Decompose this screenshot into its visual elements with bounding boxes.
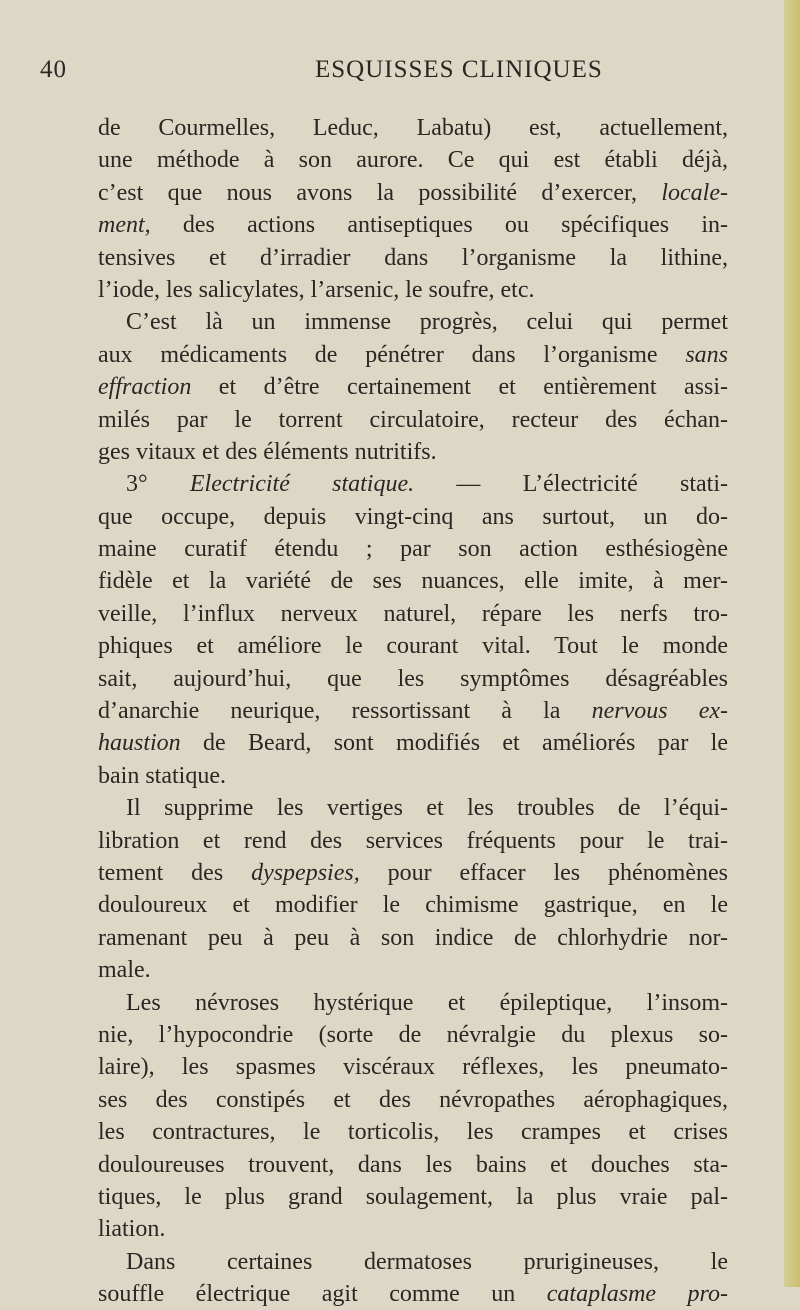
text-line — [98, 889, 728, 921]
italic-text-segment: effraction — [98, 374, 192, 401]
text-segment: milés par le torrent circulatoire, recteur des échan- — [98, 406, 728, 433]
page-number: 40 — [40, 56, 67, 83]
text-segment: laire), les spasmes viscéraux réflexes, les pneumato- — [98, 1054, 728, 1081]
italic-text-segment: Electricité statique. — [189, 471, 415, 498]
text-segment: tement des — [98, 859, 252, 886]
text-segment: libration et rend des services fréquents pour le trai- — [98, 827, 728, 854]
text-line — [98, 857, 728, 889]
italic-text-segment: sans — [685, 341, 728, 368]
text-line — [98, 598, 728, 630]
italic-text-segment: locale- — [661, 179, 728, 206]
text-line — [98, 533, 728, 565]
text-line — [98, 825, 728, 857]
text-line — [98, 1278, 728, 1310]
text-line — [98, 630, 728, 662]
text-segment: aux médicaments de pénétrer dans l’organisme — [98, 341, 686, 368]
italic-text-segment: ment, — [98, 212, 151, 239]
text-line — [98, 695, 728, 727]
italic-text-segment: cataplasme pro- — [546, 1281, 728, 1308]
text-line — [98, 1246, 728, 1278]
italic-text-segment: haustion — [98, 730, 181, 757]
text-segment: ses des constipés et des névropathes aérophagiques, — [98, 1086, 728, 1113]
text-segment: 3° — [126, 471, 190, 498]
text-line — [98, 209, 728, 241]
text-line — [98, 404, 728, 436]
text-line — [98, 242, 728, 274]
text-segment: douloureux et modifier le chimisme gastrique, en le — [98, 892, 728, 919]
text-segment: male. — [98, 957, 151, 984]
text-segment: C’est là un immense progrès, celui qui permet — [126, 309, 728, 336]
text-line — [98, 760, 728, 792]
text-line — [98, 954, 728, 986]
text-segment: — L’électricité stati- — [414, 471, 728, 498]
text-segment: liation. — [98, 1216, 166, 1243]
text-line — [98, 663, 728, 695]
text-line — [98, 468, 728, 500]
text-segment: fidèle et la variété de ses nuances, elle imite, à mer- — [98, 568, 728, 595]
text-line — [98, 371, 728, 403]
text-segment: ramenant peu à peu à son indice de chlorhydrie nor- — [98, 924, 728, 951]
text-line — [98, 987, 728, 1019]
text-segment: ges vitaux et des éléments nutritifs. — [98, 438, 437, 465]
text-segment: phiques et améliore le courant vital. Tout le monde — [98, 633, 728, 660]
text-line — [98, 565, 728, 597]
text-line — [98, 274, 728, 306]
text-segment: maine curatif étendu ; par son action esthésiogène — [98, 536, 728, 563]
text-segment: Dans certaines dermatoses prurigineuses, le — [126, 1248, 728, 1275]
text-line — [98, 792, 728, 824]
text-line — [98, 1116, 728, 1148]
text-line — [98, 727, 728, 759]
text-segment: souffle électrique agit comme un — [98, 1281, 547, 1308]
text-segment: Il supprime les vertiges et les troubles de l’équi- — [126, 795, 728, 822]
text-segment: des actions antiseptiques ou spécifiques in- — [150, 212, 728, 239]
text-line — [98, 306, 728, 338]
text-line — [98, 436, 728, 468]
text-segment: nie, l’hypocondrie (sorte de névralgie du plexus so- — [98, 1021, 728, 1048]
text-segment: de Beard, sont modifiés et améliorés par le — [180, 730, 728, 757]
text-line — [98, 501, 728, 533]
text-line — [98, 177, 728, 209]
text-line — [98, 922, 728, 954]
text-segment: une méthode à son aurore. Ce qui est établi déjà, — [98, 147, 728, 174]
text-segment: sait, aujourd’hui, que les symptômes désagréables — [98, 665, 728, 692]
text-segment: Les névroses hystérique et épileptique, l’insom- — [126, 989, 728, 1016]
text-segment: pour effacer les phénomènes — [359, 859, 728, 886]
body-text — [98, 112, 728, 1310]
running-title: ESQUISSES CLINIQUES — [315, 56, 603, 83]
italic-text-segment: nervous ex- — [591, 698, 729, 725]
page-edge — [784, 0, 800, 1287]
text-line — [98, 112, 728, 144]
text-segment: veille, l’influx nerveux naturel, répare les nerfs tro- — [98, 600, 728, 627]
text-segment: douloureuses trouvent, dans les bains et douches sta- — [98, 1151, 728, 1178]
text-line — [98, 1084, 728, 1116]
text-line — [98, 1019, 728, 1051]
text-segment: que occupe, depuis vingt-cinq ans surtout, un do- — [98, 503, 728, 530]
text-segment: et d’être certainement et entièrement assi- — [191, 374, 728, 401]
text-line — [98, 144, 728, 176]
text-segment: bain statique. — [98, 762, 226, 789]
text-segment: de Courmelles, Leduc, Labatu) est, actuellement, — [98, 115, 728, 141]
text-line — [98, 1051, 728, 1083]
text-line — [98, 1213, 728, 1245]
text-segment: tiques, le plus grand soulagement, la plus vraie pal- — [98, 1183, 728, 1210]
italic-text-segment: dyspepsies, — [251, 859, 360, 886]
text-segment: tensives et d’irradier dans l’organisme la lithine, — [98, 244, 728, 271]
text-line — [98, 1181, 728, 1213]
text-segment: c’est que nous avons la possibilité d’exercer, — [98, 179, 662, 206]
text-segment: d’anarchie neurique, ressortissant à la — [98, 698, 592, 725]
text-segment: les contractures, le torticolis, les crampes et crises — [98, 1119, 728, 1146]
text-line — [98, 1149, 728, 1181]
text-segment: l’iode, les salicylates, l’arsenic, le soufre, etc. — [98, 276, 535, 303]
text-line — [98, 339, 728, 371]
page-header — [40, 56, 760, 96]
